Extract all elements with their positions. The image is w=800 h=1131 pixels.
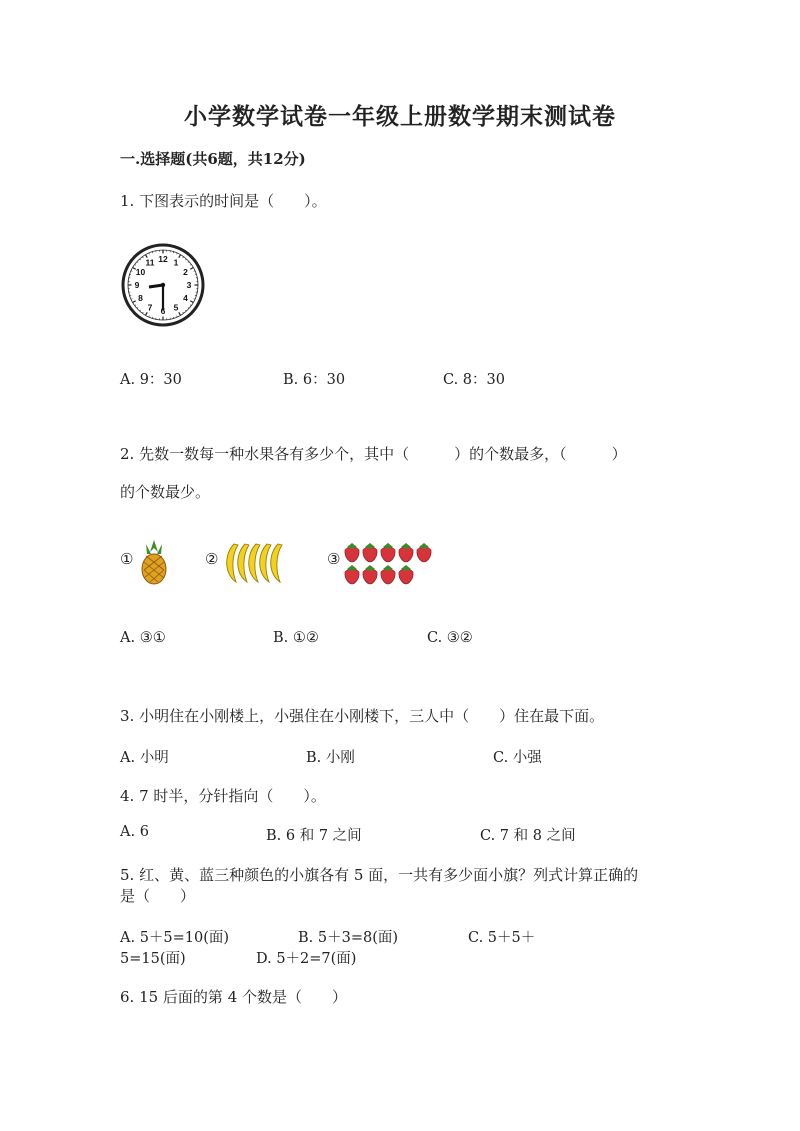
clock-number: 12 <box>158 254 168 264</box>
q2-option-c[interactable]: C. ③② <box>427 630 473 646</box>
strawberry <box>417 543 431 562</box>
clock-number: 8 <box>138 293 143 303</box>
clock-number: 6 <box>160 306 166 316</box>
banana <box>249 544 260 582</box>
fruit-label-2: ② <box>205 550 219 568</box>
clock-number: 2 <box>183 267 188 277</box>
q5-option-d[interactable]: D. 5＋2=7(面) <box>256 951 357 967</box>
strawberry <box>399 565 413 584</box>
strawberry <box>363 565 377 584</box>
q4-option-c[interactable]: C. 7 和 8 之间 <box>480 828 576 844</box>
banana <box>260 544 271 582</box>
clock-number: 3 <box>186 280 192 290</box>
bananas-icon <box>222 540 292 586</box>
question-2-text-line2: 的个数最少。 <box>120 483 211 501</box>
question-1-text: 1. 下图表示的时间是（ ）。 <box>120 192 327 210</box>
q5-option-c[interactable]: C. 5＋5＋ <box>468 930 536 946</box>
clock-number: 10 <box>135 267 146 277</box>
clock-number: 11 <box>145 257 155 268</box>
clock-number: 4 <box>183 293 188 303</box>
banana <box>271 544 282 582</box>
q5-option-a[interactable]: A. 5＋5=10(面) <box>120 930 230 946</box>
strawberry <box>345 565 359 584</box>
q2-option-a[interactable]: A. ③① <box>120 630 166 646</box>
pineapple-icon <box>136 538 172 586</box>
strawberries-icon <box>342 541 434 587</box>
clock-number: 7 <box>147 302 153 313</box>
q3-option-b[interactable]: B. 小刚 <box>306 750 355 766</box>
fruit-label-3: ③ <box>327 550 341 568</box>
q4-option-a[interactable]: A. 6 <box>120 824 149 840</box>
q3-option-a[interactable]: A. 小明 <box>120 750 169 766</box>
q4-option-b[interactable]: B. 6 和 7 之间 <box>266 828 362 844</box>
clock-number: 1 <box>173 257 179 268</box>
page-title: 小学数学试卷一年级上册数学期末测试卷 <box>184 103 616 130</box>
clock-number: 9 <box>134 280 140 290</box>
question-3-text: 3. 小明住在小刚楼上，小强住在小刚楼下，三人中（ ）住在最下面。 <box>120 707 605 725</box>
section-heading: 一.选择题(共6题，共12分) <box>120 150 306 168</box>
question-4-text: 4. 7 时半，分针指向（ ）。 <box>120 787 326 805</box>
strawberry <box>399 543 413 562</box>
q5-option-b[interactable]: B. 5＋3=8(面) <box>298 930 399 946</box>
strawberry <box>381 565 395 584</box>
fruit-label-1: ① <box>120 550 134 568</box>
strawberry <box>345 543 359 562</box>
q3-option-c[interactable]: C. 小强 <box>493 750 542 766</box>
clock-icon <box>120 242 206 328</box>
q1-option-c[interactable]: C. 8：30 <box>443 372 505 388</box>
strawberry <box>381 543 395 562</box>
banana <box>238 544 249 582</box>
q1-option-b[interactable]: B. 6：30 <box>283 372 346 388</box>
question-2-text-line1: 2. 先数一数每一种水果各有多少个，其中（ ）的个数最多，（ ） <box>120 445 627 463</box>
clock-number: 5 <box>173 302 179 313</box>
q2-option-b[interactable]: B. ①② <box>273 630 319 646</box>
q1-option-a[interactable]: A. 9：30 <box>120 372 182 388</box>
question-5-text-line2: 是（ ） <box>120 887 196 905</box>
question-6-text: 6. 15 后面的第 4 个数是（ ） <box>120 988 348 1006</box>
strawberry <box>363 543 377 562</box>
banana <box>227 544 238 582</box>
question-5-text-line1: 5. 红、黄、蓝三种颜色的小旗各有 5 面，一共有多少面小旗？列式计算正确的 <box>120 866 639 884</box>
q5-option-c-continued: 5=15(面) <box>120 951 186 967</box>
